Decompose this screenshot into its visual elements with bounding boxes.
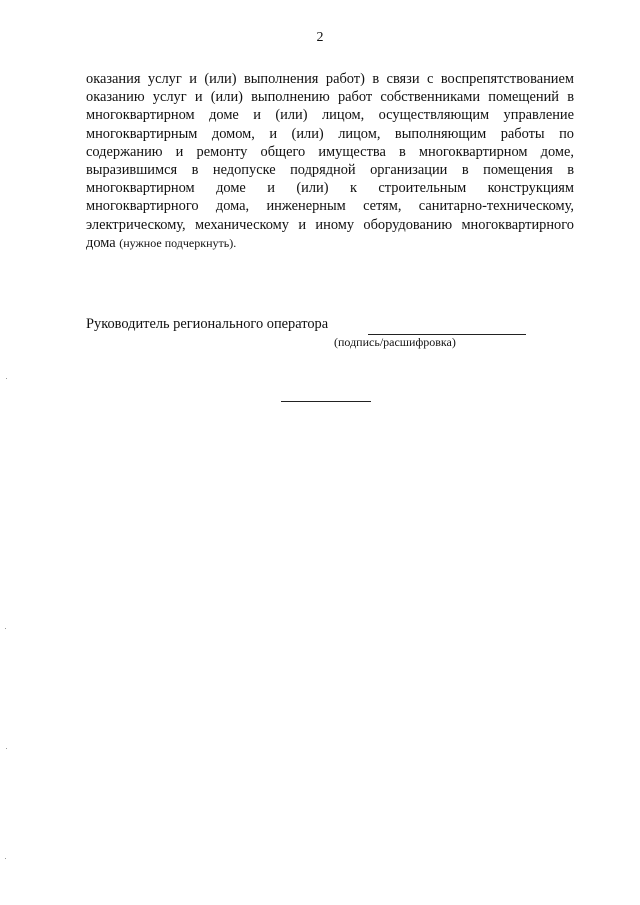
signature-label: Руководитель регионального оператора xyxy=(86,316,329,332)
scan-speck xyxy=(5,628,6,629)
end-rule xyxy=(281,401,371,402)
body-note: (нужное подчеркнуть). xyxy=(119,235,237,250)
page-number: 2 xyxy=(316,30,324,45)
signature-caption: (подпись/расшифровка) xyxy=(334,335,456,349)
scan-speck xyxy=(6,378,7,379)
scan-speck xyxy=(6,748,7,749)
body-text: оказания услуг и (или) выполнения работ) в связи с воспрепятствованием оказанию услуг и (или) выполнению работ собственниками помещений в многоквартирном доме и (или) лицом, осуществляющим управление многоквартирным домом, и (или) лицом, выполняющим работы по содержанию и ремонту общего имущества в многоквартирном доме, выразившимся в недопуске подрядной организации в помещения в многоквартирном доме и (или) к строительным конструкциям многоквартирного дома, инженерным сетям, санитарно-техническому, электрическому, механическому и иному оборудованию многоквартирного дома xyxy=(86,71,574,251)
scan-speck xyxy=(5,858,6,859)
body-paragraph xyxy=(86,70,574,252)
